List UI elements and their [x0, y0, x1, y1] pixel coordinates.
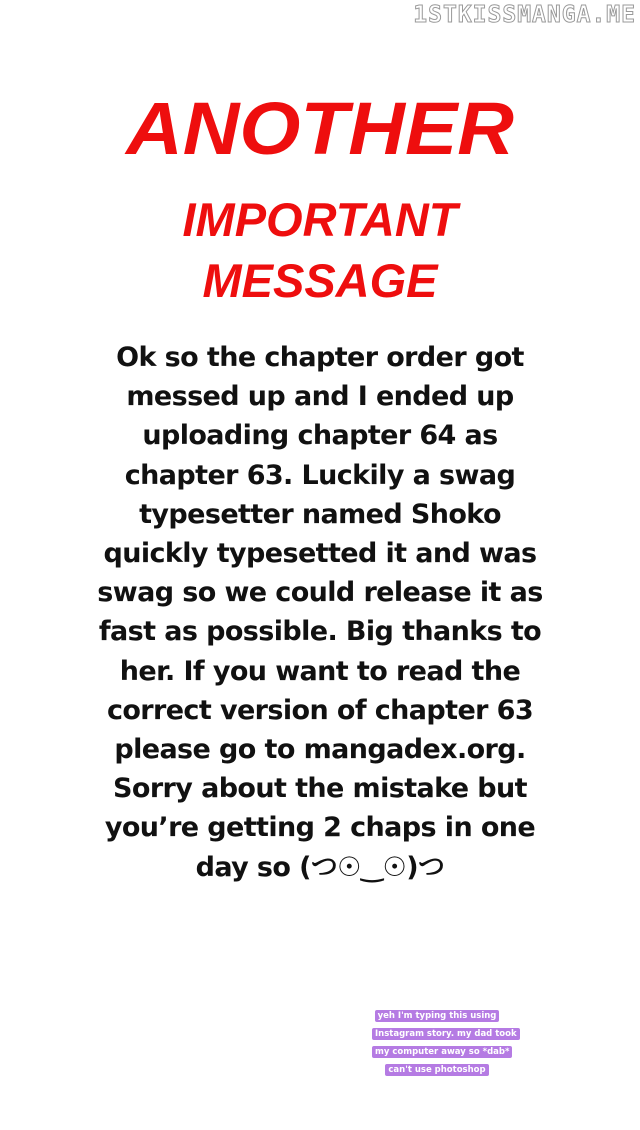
message-line: day so (つ☉‿☉)つ	[195, 851, 445, 883]
message-line: fast as possible. Big thanks to	[98, 616, 542, 648]
message-line: please go to mangadex.org.	[114, 734, 526, 766]
note-line: can't use photoshop	[385, 1064, 488, 1076]
message-line: her. If you want to read the	[119, 655, 521, 687]
message-line: correct version of chapter 63	[106, 694, 534, 726]
message-line: you’re getting 2 chaps in one	[104, 812, 536, 844]
headline-subtitle-1: IMPORTANT	[182, 193, 458, 246]
message-line: Sorry about the mistake but	[113, 773, 527, 805]
headline-title: ANOTHER	[126, 87, 514, 170]
message-line: Ok so the chapter order got	[116, 342, 524, 373]
message-line: messed up and I ended up	[126, 381, 514, 413]
site-watermark: 1STKISSMANGA.ME	[413, 2, 636, 28]
message-line: quickly typesetted it and was	[103, 538, 537, 570]
message-line: typesetter named Shoko	[139, 498, 501, 530]
message-line: uploading chapter 64 as	[142, 420, 498, 452]
headline-subtitle-2: MESSAGE	[202, 254, 438, 307]
message-body	[80, 338, 560, 887]
message-line: chapter 63. Luckily a swag	[124, 459, 516, 491]
note-line: my computer away so *dab*	[372, 1046, 512, 1058]
note-line: yeh I'm typing this using	[375, 1010, 500, 1022]
note-line: Instagram story. my dad took	[372, 1028, 520, 1040]
story-text-note	[372, 1005, 517, 1077]
message-line: swag so we could release it as	[97, 577, 543, 609]
